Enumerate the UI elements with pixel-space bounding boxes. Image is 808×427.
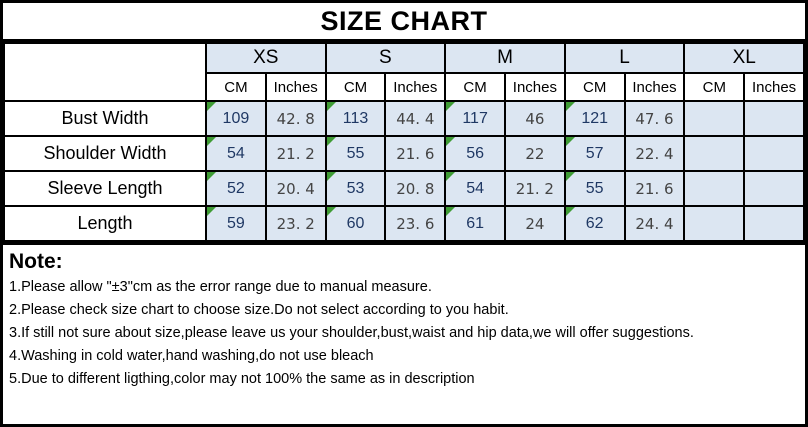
page-title: SIZE CHART [3, 3, 805, 42]
size-header-l: L [565, 43, 685, 73]
cell-length-l-inches: 24. 4 [625, 206, 685, 241]
size-header-xl: XL [684, 43, 804, 73]
note-title: Note: [9, 250, 63, 273]
cell-length-xs-inches: 23. 2 [266, 206, 326, 241]
cell-bust-xl-cm [684, 101, 744, 136]
cell-shoulder-xl-cm [684, 136, 744, 171]
table-row [4, 206, 804, 241]
size-header-xs: XS [206, 43, 326, 73]
cell-length-m-cm: 61 [445, 206, 505, 241]
unit-header-inches-s: Inches [385, 73, 445, 101]
cell-shoulder-l-cm: 57 [565, 136, 625, 171]
unit-header-cm-l: CM [565, 73, 625, 101]
note-line-3: 3.If still not sure about size,please leave us your shoulder,bust,waist and hip data,we will offer suggestions. [9, 325, 694, 341]
table-row [4, 171, 804, 206]
cell-length-m-inches: 24 [505, 206, 565, 241]
unit-header-inches-xs: Inches [266, 73, 326, 101]
cell-sleeve-s-cm: 53 [326, 171, 386, 206]
note-line-5: 5.Due to different ligthing,color may not 100% the same as in description [9, 371, 475, 387]
cell-shoulder-m-inches: 22 [505, 136, 565, 171]
cell-length-xl-inches [744, 206, 804, 241]
cell-sleeve-m-inches: 21. 2 [505, 171, 565, 206]
cell-shoulder-s-cm: 55 [326, 136, 386, 171]
unit-header-cm-s: CM [326, 73, 386, 101]
unit-header-cm-xs: CM [206, 73, 266, 101]
cell-bust-m-inches: 46 [505, 101, 565, 136]
cell-sleeve-l-inches: 21. 6 [625, 171, 685, 206]
row-label-length: Length [4, 206, 206, 241]
note-line-1: 1.Please allow "±3"cm as the error range due to manual measure. [9, 279, 432, 295]
unit-header-inches-xl: Inches [744, 73, 804, 101]
cell-length-s-inches: 23. 6 [385, 206, 445, 241]
size-chart-table [3, 42, 805, 242]
unit-header-inches-l: Inches [625, 73, 685, 101]
cell-shoulder-xs-inches: 21. 2 [266, 136, 326, 171]
corner-cell [4, 43, 206, 101]
row-label-bust-width: Bust Width [4, 101, 206, 136]
note-line-4: 4.Washing in cold water,hand washing,do not use bleach [9, 348, 374, 364]
row-label-shoulder-width: Shoulder Width [4, 136, 206, 171]
cell-bust-m-cm: 117 [445, 101, 505, 136]
cell-bust-l-inches: 47. 6 [625, 101, 685, 136]
cell-shoulder-xl-inches [744, 136, 804, 171]
cell-sleeve-xs-cm: 52 [206, 171, 266, 206]
size-header-s: S [326, 43, 446, 73]
unit-header-inches-m: Inches [505, 73, 565, 101]
cell-shoulder-m-cm: 56 [445, 136, 505, 171]
cell-sleeve-xs-inches: 20. 4 [266, 171, 326, 206]
cell-length-xs-cm: 59 [206, 206, 266, 241]
note-line-2: 2.Please check size chart to choose size.Do not select according to you habit. [9, 302, 509, 318]
cell-sleeve-xl-cm [684, 171, 744, 206]
cell-length-s-cm: 60 [326, 206, 386, 241]
cell-bust-s-cm: 113 [326, 101, 386, 136]
cell-shoulder-s-inches: 21. 6 [385, 136, 445, 171]
cell-bust-s-inches: 44. 4 [385, 101, 445, 136]
cell-sleeve-m-cm: 54 [445, 171, 505, 206]
size-header-m: M [445, 43, 565, 73]
unit-header-cm-m: CM [445, 73, 505, 101]
cell-sleeve-xl-inches [744, 171, 804, 206]
cell-bust-xl-inches [744, 101, 804, 136]
cell-sleeve-s-inches: 20. 8 [385, 171, 445, 206]
cell-sleeve-l-cm: 55 [565, 171, 625, 206]
row-label-sleeve-length: Sleeve Length [4, 171, 206, 206]
cell-shoulder-l-inches: 22. 4 [625, 136, 685, 171]
cell-bust-l-cm: 121 [565, 101, 625, 136]
table-header-sizes [4, 43, 804, 73]
cell-shoulder-xs-cm: 54 [206, 136, 266, 171]
note-section [3, 242, 805, 409]
cell-bust-xs-cm: 109 [206, 101, 266, 136]
cell-length-xl-cm [684, 206, 744, 241]
cell-bust-xs-inches: 42. 8 [266, 101, 326, 136]
cell-length-l-cm: 62 [565, 206, 625, 241]
table-row [4, 101, 804, 136]
table-row [4, 136, 804, 171]
unit-header-cm-xl: CM [684, 73, 744, 101]
